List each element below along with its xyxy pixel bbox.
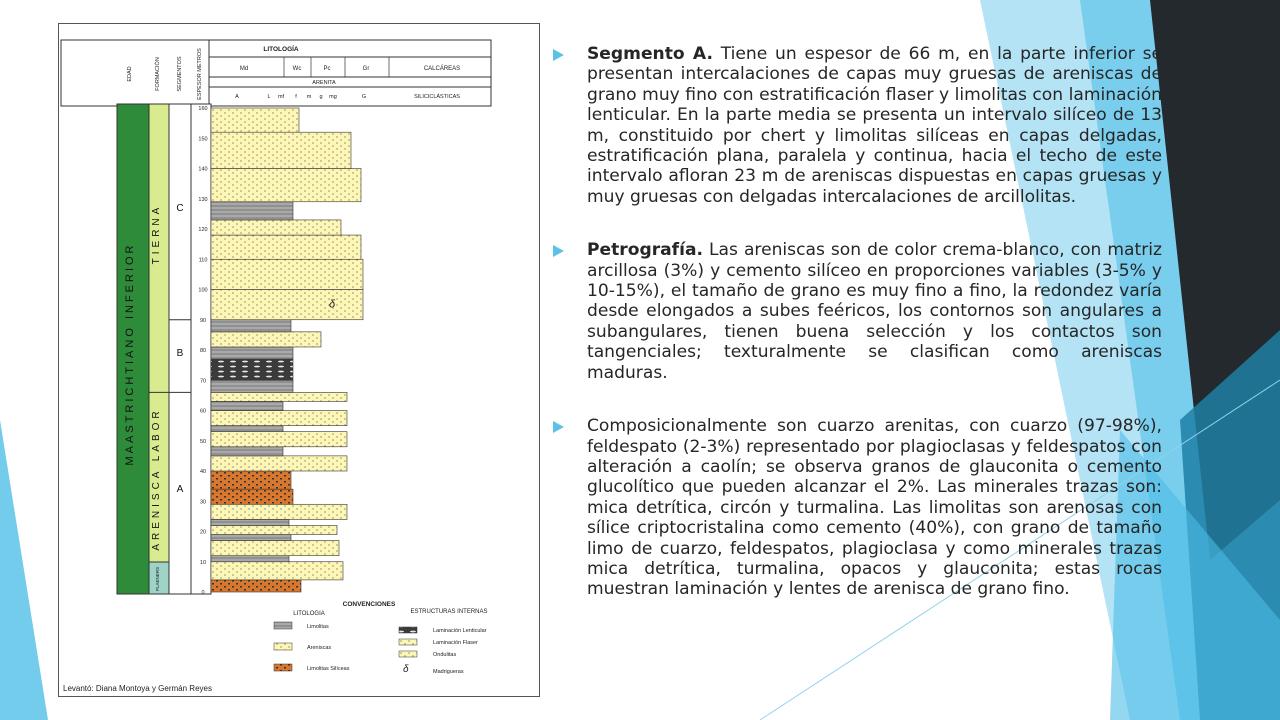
scale-tick-label: 130 bbox=[198, 196, 208, 203]
scale-tick-label: 100 bbox=[198, 287, 208, 294]
column-header: SEGMENTOS bbox=[177, 56, 183, 92]
lithology-bed bbox=[211, 392, 347, 401]
formation-bottom-label: PLAENERS bbox=[155, 566, 160, 592]
lithology-bed bbox=[211, 401, 283, 410]
bullet-arrow-icon bbox=[553, 49, 564, 61]
bullet-arrow-icon bbox=[553, 245, 564, 257]
siliciclasticas-col-label: G bbox=[361, 94, 367, 100]
legend-lito-item: Limolitas Silíceas bbox=[307, 666, 350, 672]
lithology-bed bbox=[211, 259, 363, 289]
legend-swatch bbox=[399, 651, 417, 657]
calcareas-col-label: Gr bbox=[362, 66, 370, 72]
calcareas-col-label: Md bbox=[239, 66, 249, 72]
legend-lito-title: LITOLOGIA bbox=[293, 611, 325, 617]
lithology-bed bbox=[211, 504, 347, 519]
siliciclasticas-col-label: m bbox=[306, 94, 312, 100]
lithology-bed bbox=[211, 447, 283, 456]
lithology-bed bbox=[211, 426, 283, 432]
lithology-bed bbox=[211, 580, 301, 592]
segment-letter: C bbox=[176, 202, 184, 214]
lithology-bed bbox=[211, 525, 337, 534]
legend-estructura-item: Laminación Flaser bbox=[433, 640, 478, 646]
legend-swatch bbox=[399, 639, 417, 645]
lithology-bed bbox=[211, 235, 361, 259]
paragraph-lead: Segmento A. bbox=[587, 44, 713, 64]
stratigraphic-column-svg bbox=[59, 24, 541, 698]
scale-tick-label: 150 bbox=[198, 136, 208, 143]
lithology-bed bbox=[211, 456, 347, 471]
siliciclasticas-col-label: f bbox=[295, 94, 297, 100]
paragraph-composicion bbox=[552, 416, 1162, 600]
lithology-bed bbox=[211, 432, 347, 447]
siliciclasticas-col-label: mg bbox=[329, 94, 337, 100]
paragraph-lead: Petrografía. bbox=[587, 240, 703, 261]
siliciclasticas-col-label: g bbox=[319, 94, 323, 100]
legend-title: CONVENCIONES bbox=[342, 601, 396, 608]
legend-estructura-item: Ondulitas bbox=[433, 652, 457, 658]
legend-swatch bbox=[399, 627, 417, 633]
lithology-bed bbox=[211, 169, 361, 202]
formation-upper-label: TIERNA bbox=[151, 203, 162, 265]
column-header: FORMACIÓN bbox=[155, 57, 161, 91]
lithology-bed bbox=[211, 359, 293, 380]
paragraph-text: Las areniscas son de color crema-blanco, con matriz arcillosa (3%) y cemento silíceo en proporciones variables (3-5% y 10-15%), el tamaño de grano es muy fino a fino, la redondez varía desde elongados a subes feéricos, los contornos son angulares a subangulares, tienen buena selección y los contactos son tangenciales; texturalmente se clasifican como areniscas maduras. bbox=[587, 240, 1162, 383]
scale-tick-label: 70 bbox=[199, 378, 207, 385]
legend-lito-item: Areniscas bbox=[307, 645, 332, 651]
lithology-bed bbox=[211, 380, 293, 392]
siliciclasticas-col-label: A bbox=[235, 94, 239, 100]
arenita-label: ARENITA bbox=[312, 80, 336, 86]
deco-left-blue bbox=[0, 420, 48, 720]
lithology-bed bbox=[211, 471, 291, 489]
paragraph-text: Tiene un espesor de 66 m, en la parte inferior se presentan intercalaciones de capas muy gruesas de areniscas de grano muy fino con estratificación flaser y limolitas con laminación lenticular. En la parte media se presenta un intervalo silíceo de 13 m, constituido por chert y limolitas silíceas en capas delgadas, estratificación plana, paralela y continua, hacia el techo de este intervalo afloran 23 m de areniscas dispuestas en capas gruesas y muy gruesas con delgadas intercalaciones de arcillolitas. bbox=[587, 44, 1162, 207]
text-content bbox=[552, 44, 1162, 633]
siliciclasticas-col-label: mf bbox=[277, 94, 285, 100]
scale-tick-label: 80 bbox=[199, 348, 207, 354]
lithology-bed bbox=[211, 535, 291, 541]
lithology-bed bbox=[211, 556, 289, 562]
legend-lito-item: Limolitas bbox=[307, 624, 329, 630]
lithology-bed bbox=[211, 489, 293, 504]
column-header: ESPESOR METROS bbox=[197, 48, 203, 100]
scale-tick-label: 110 bbox=[198, 257, 208, 264]
legend-swatch bbox=[274, 622, 292, 629]
legend-swatch bbox=[274, 664, 292, 671]
formation-lower-label: ARENISCA LABOR bbox=[151, 407, 162, 551]
calcareas-label: CALCÁREAS bbox=[423, 66, 461, 72]
scale-tick-label: 60 bbox=[199, 408, 207, 415]
calcareas-col-label: Pc bbox=[323, 66, 331, 72]
siliciclasticas-col-label: L bbox=[267, 94, 271, 100]
scale-tick-label: 50 bbox=[199, 438, 207, 445]
edad-label: MAASTRICHTIANO INFERIOR bbox=[124, 242, 136, 466]
legend-burrow-icon: δ bbox=[403, 664, 409, 675]
scale-tick-label: 120 bbox=[198, 227, 208, 233]
lithology-bed bbox=[211, 108, 299, 132]
stratigraphic-column-figure bbox=[58, 23, 540, 697]
litologia-title: LITOLOGÍA bbox=[263, 46, 299, 53]
lithology-bed bbox=[211, 202, 293, 220]
legend-estructura-item: Madrigueras bbox=[433, 669, 464, 675]
scale-tick-label: 40 bbox=[199, 469, 207, 475]
bullet-arrow-icon bbox=[553, 421, 564, 433]
legend-swatch bbox=[274, 643, 292, 650]
lithology-bed bbox=[211, 290, 363, 320]
lithology-bed bbox=[211, 220, 341, 235]
scale-tick-label: 160 bbox=[198, 106, 208, 112]
lithology-bed bbox=[211, 519, 289, 525]
lithology-bed bbox=[211, 347, 293, 359]
segment-letter: B bbox=[176, 348, 184, 360]
paragraph-petrografia bbox=[552, 240, 1162, 383]
column-header: EDAD bbox=[127, 66, 133, 82]
paragraph-text: Composicionalmente son cuarzo arenitas, con cuarzo (97-98%), feldespato (2-3%) representado por plagioclasas y feldespatos con alteración a caolín; se observa granos de glauconita o cemento glucolítico que pueden alcanzar el 2%. Las minerales trazas son: mica detrítica, circón y turmalina. Las limolitas son arenosas con sílice criptocristalina como cemento (40%), con grano de tamaño limo de cuarzo, feldespatos, plagioclasa y como minerales trazas mica detrítica, turmalina, opacos y glauconita; estas rocas muestran laminación y lentes de arenisca de grano fino. bbox=[587, 416, 1162, 600]
lithology-bed bbox=[211, 320, 291, 332]
lithology-bed bbox=[211, 332, 321, 347]
legend-estructuras-title: ESTRUCTURAS INTERNAS bbox=[410, 609, 488, 615]
scale-tick-label: 90 bbox=[199, 317, 207, 324]
figure-credit: Levantó: Diana Montoya y Germán Reyes bbox=[63, 684, 212, 693]
burrow-symbol: δ bbox=[329, 298, 336, 311]
legend-estructura-item: Laminación Lenticular bbox=[433, 628, 487, 634]
paragraph-segmento-a bbox=[552, 44, 1162, 207]
calcareas-col-label: Wc bbox=[292, 66, 302, 72]
lithology-bed bbox=[211, 562, 343, 580]
segment-letter: A bbox=[176, 484, 184, 496]
siliciclasticas-label: SILICICLÁSTICAS bbox=[414, 94, 460, 100]
scale-tick-label: 20 bbox=[199, 529, 207, 536]
scale-tick-label: 0 bbox=[201, 590, 205, 596]
lithology-bed bbox=[211, 541, 339, 556]
lithology-bed bbox=[211, 132, 351, 168]
scale-tick-label: 10 bbox=[199, 559, 207, 566]
lithology-bed bbox=[211, 411, 347, 426]
scale-tick-label: 30 bbox=[199, 499, 207, 506]
scale-tick-label: 140 bbox=[198, 166, 208, 173]
